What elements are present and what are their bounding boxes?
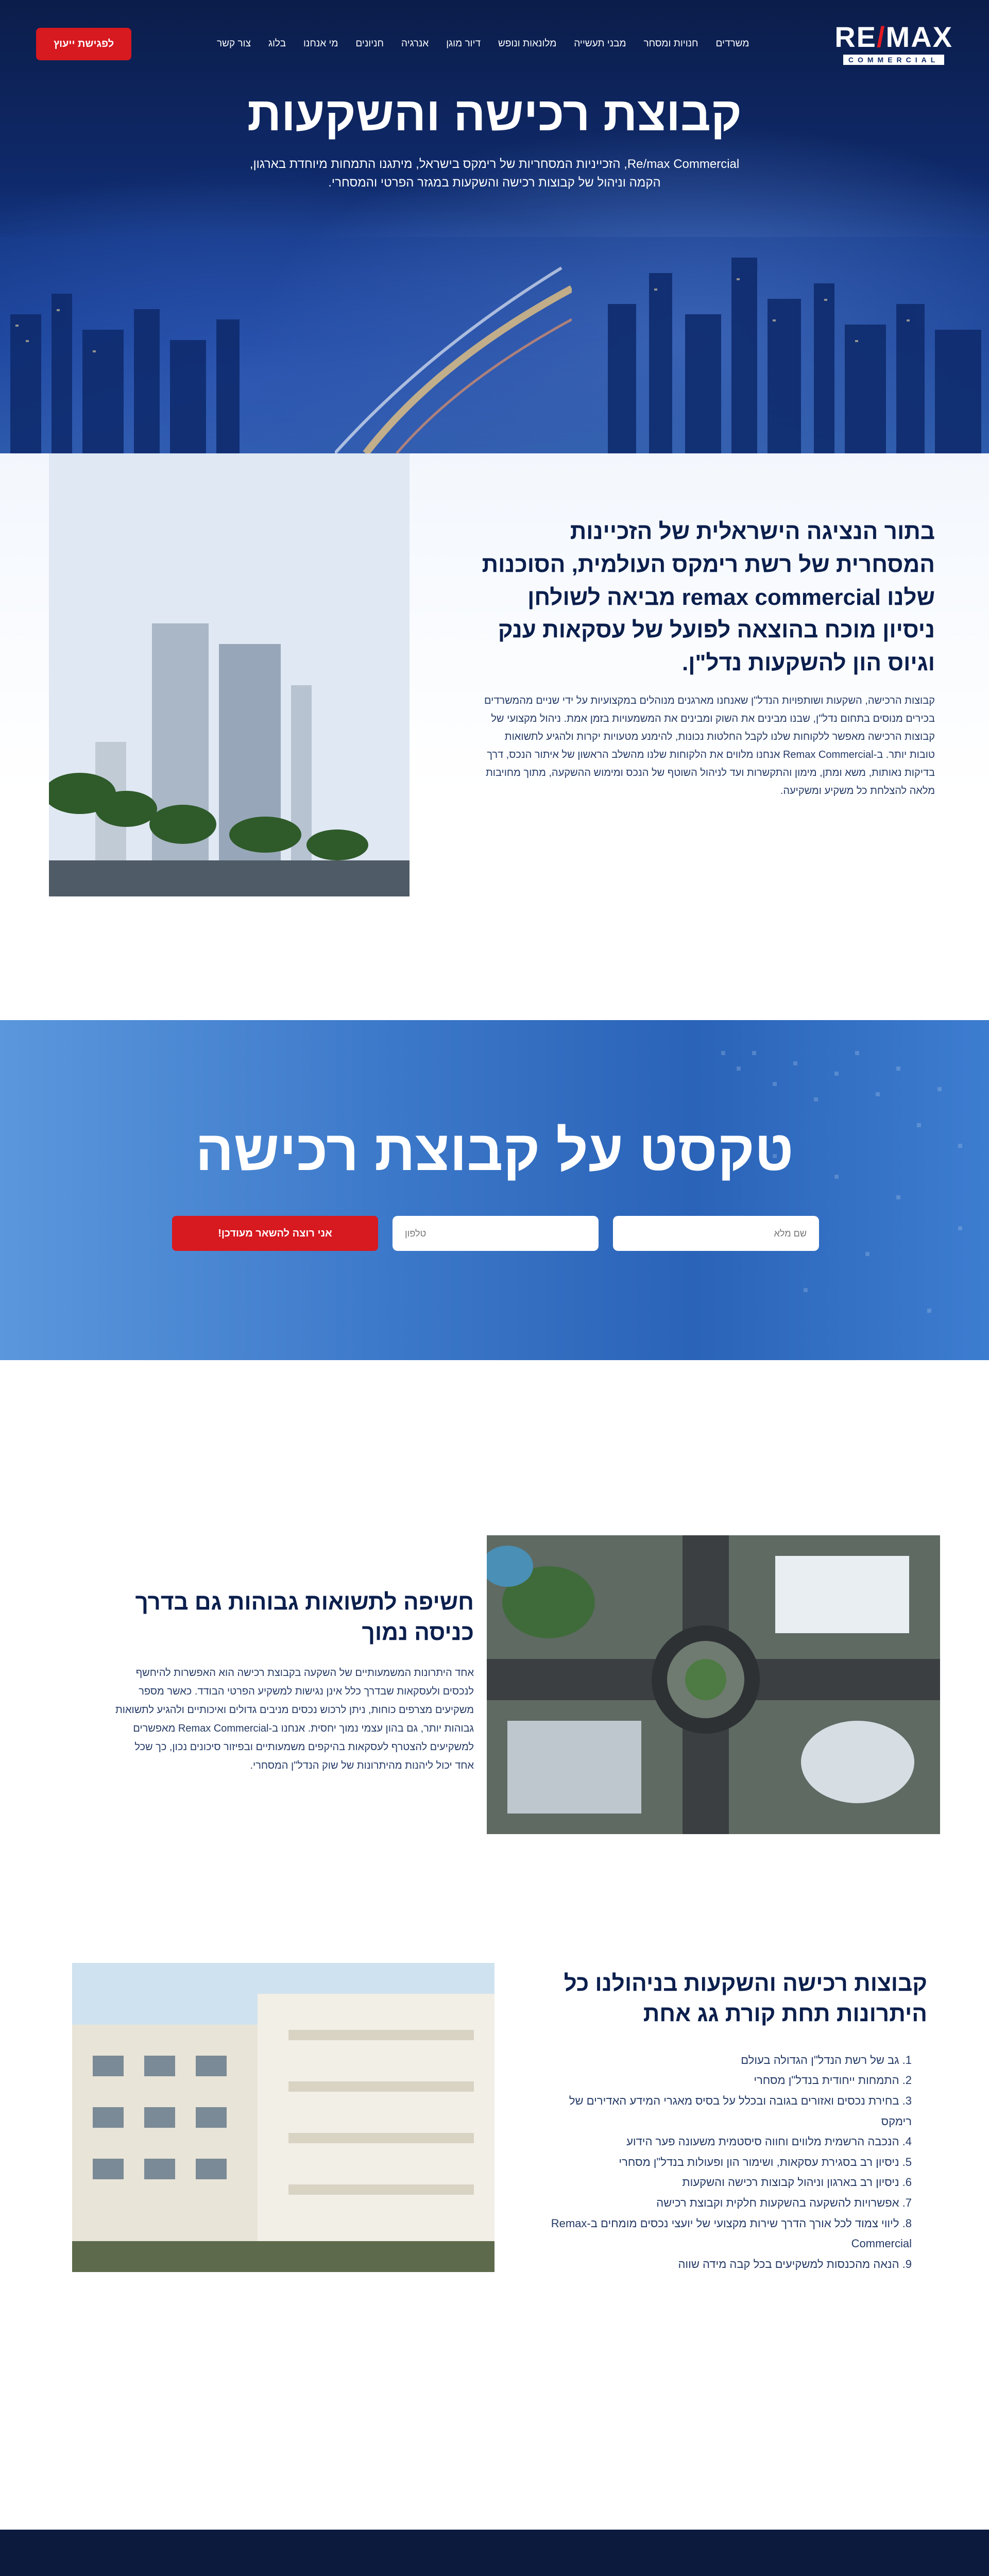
logo-sub: COMMERCIAL [843, 55, 944, 65]
towers-photo [49, 453, 410, 896]
list-item: 1. גב של רשת הנדל"ן הגדולה בעולם [741, 2053, 912, 2066]
dots-pattern [0, 1020, 989, 1360]
hero-section [0, 0, 989, 453]
menu-item-blog[interactable]: בלוג [268, 38, 286, 49]
hero-subtitle: Re/max Commercial, הזכייניות המסחריות של רימקס בישראל, מיתגנו התמחות מיוחדת בארגון, הקמה וניהול של קבוצות רכישה והשקעות במגזר הפרטי והמסחרי. [249, 157, 740, 190]
feature-all-benefits [0, 1963, 989, 2530]
remax-logo[interactable] [834, 23, 953, 65]
cta-banner [0, 1020, 989, 1360]
list-item: 8. ליווי צמוד לכל אורך הדרך שירות מקצועי של יועצי נכסים מומחים ב-Remax Commercial [551, 2216, 912, 2250]
intro-text [482, 515, 935, 800]
feature-high-returns-text [113, 1587, 474, 1775]
phone-input[interactable] [393, 1216, 599, 1251]
bauhaus-building-photo [72, 1963, 494, 2272]
intro-heading: בתור הנציגה הישראלית של הזכיינות המסחרית של רשת רימקס העולמית, הסוכנות שלנו remax commercial מביאה לשולחן ניסיון מוכח בהוצאה לפועל של עסקאות ענק וגיוס הון להשקעות נדל"ן. [482, 519, 935, 676]
list-item: 3. בחירת נכסים ואזורים בגובה ובכלל על בסיס מאגרי המידע האדירים של רימקס [569, 2094, 912, 2128]
page-title: קבוצת רכישה והשקעות [247, 88, 742, 141]
menu-item-assisted-living[interactable]: דיור מוגן [446, 38, 481, 49]
intro-body: קבוצות הרכישה, השקעות ושותפויות הנדל"ן שאנחנו מארגנים מנוהלים במקצועיות על ידי שניים מהמשרדים בכירים מנוסים בתחום נדל"ן, שבנו מבינים את השוק ומבינים את המשמעויות בזמן אמת. ניהול מקצועי של קבוצות הרכישה מאפשר ללקוחות שלנו לקבל החלטות נכונות, להימנע מטעויות יקרות ולהגיע לתשואות טובות יותר. ב-Remax Commercial אנחנו מלווים את הלקוחות שלנו מהשלב הראשון של איתור הנכס, דרך בדיקות נאותות, משא ומתן, מימון והתקשרות ועד לניהול השוטף של הנכס ומימוש ההשקעה, מתוך מחויבות מלאה להצלחת כל משקיע ומשקיעה. [484, 694, 935, 796]
list-item: 4. הנכבה הרשמית מלווים וחווה סיסטמית משעונה פער הידוע [626, 2135, 912, 2148]
menu-item-parking[interactable]: חניונים [355, 38, 384, 49]
list-item: 5. ניסיון רב בסגירת עסקאות, ושימור הון ופעולות בנדל"ן מסחרי [619, 2155, 912, 2168]
subscribe-button[interactable]: אני רוצה להשאר מעודכן! [172, 1216, 378, 1251]
feature-all-benefits-heading: קבוצות רכישה והשקעות בניהולנו כל היתרונות תחת קורת גג אחת [564, 1971, 927, 2027]
logo-wordmark: RE/MAX [834, 21, 953, 53]
feature-high-returns-body: אחד היתרונות המשמעותיים של השקעה בקבוצת רכישה הוא האפשרות להיחשף לנכסים ולעסקאות שבדרך כלל אינן נגישות למשקיע הפרטי הבודד. כאשר מספר משקיעים מצרפים כוחות, ניתן לרכוש נכסים מניבים גדולים ואיכותיים ולהגיע לתשואות גבוהות יותר, גם בהון עצמי נמוך יחסית. אנחנו ב-Remax Commercial מאפשרים למשקיעים להצטרף לעסקאות בהיקפים משמעותיים ובפיזור סיכונים נכון, כך שכל אחד יכול ליהנות מהיתרונות של שוק הנדל"ן המסחרי. [115, 1667, 474, 1771]
intro-section [0, 453, 989, 1020]
list-item: 7. אפשרויות להשקעה בהשקעות חלקית וקבוצת רכישה [656, 2196, 912, 2209]
feature-all-benefits-text [536, 1968, 927, 2274]
menu-item-retail[interactable]: חנויות ומסחר [643, 38, 698, 49]
list-item: 2. התמחות ייחודית בנדל"ן מסחרי [754, 2074, 912, 2087]
menu-item-about[interactable]: מי אנחנו [303, 38, 338, 49]
menu-item-contact[interactable]: צור קשר [217, 38, 251, 49]
feature-high-returns [0, 1360, 989, 1963]
menu-item-energy[interactable]: אנרגיה [401, 38, 429, 49]
menu-item-industrial[interactable]: מבני תעשייה [574, 38, 626, 49]
full-name-input[interactable] [613, 1216, 819, 1251]
feature-high-returns-heading: חשיפה לתשואות גבוהות גם בדרך כניסה נמוך [135, 1589, 474, 1646]
main-menu [217, 38, 749, 49]
hero-content [0, 88, 989, 192]
highway-lights-image [335, 258, 572, 453]
menu-item-hospitality[interactable]: מלונאות ונופש [498, 38, 557, 49]
menu-item-offices[interactable]: משרדים [715, 38, 749, 49]
cta-title: טקסט על קבוצת רכישה [195, 1119, 794, 1182]
aerial-roundabout-photo [487, 1535, 940, 1834]
top-navigation [0, 0, 989, 88]
list-item: 6. ניסיון רב בארגון וניהול קבוצות רכישה והשקעות [682, 2176, 912, 2189]
listings-section [0, 2530, 989, 2576]
list-item: 9. הנאה מהכנסות למשקיעים בכל קבה מידה שווה [678, 2257, 912, 2270]
benefits-list [536, 2050, 927, 2275]
lead-form [172, 1216, 819, 1251]
consultation-button[interactable]: לפגישת ייעוץ [36, 28, 131, 60]
